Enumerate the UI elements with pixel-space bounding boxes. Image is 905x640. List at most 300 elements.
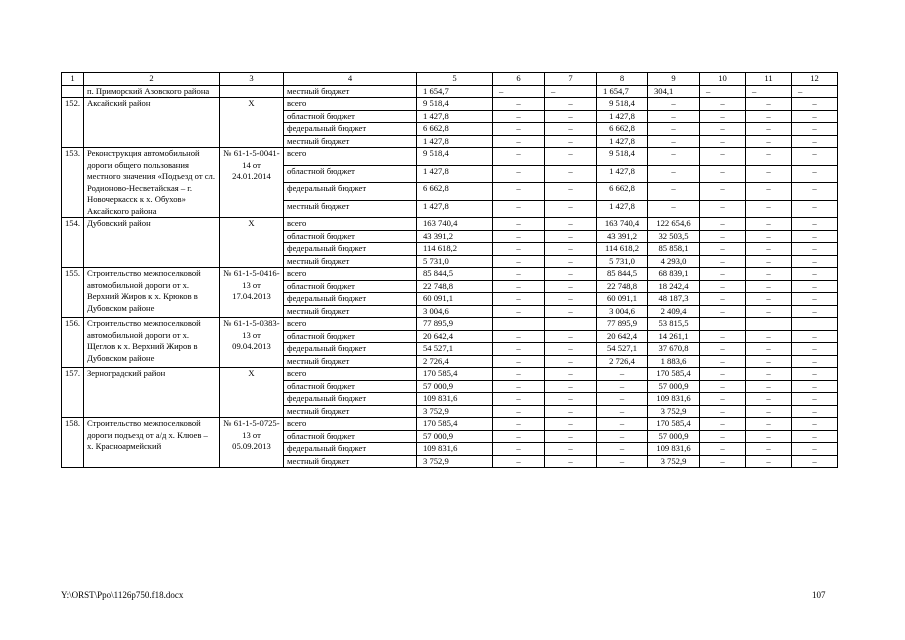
value-cell: – (746, 380, 792, 393)
value-cell: – (545, 330, 597, 343)
column-header: 2 (84, 73, 220, 86)
value-cell: – (700, 218, 746, 231)
value-cell: 4 293,0 (648, 255, 700, 268)
object-name-cell: Зерноградский район (84, 368, 220, 418)
budget-source-cell: всего (284, 418, 417, 431)
document-cell: № 61-1-5-0041-14 от 24.01.2014 (220, 148, 284, 218)
value-cell: 3 752,9 (417, 405, 493, 418)
value-cell: 109 831,6 (648, 443, 700, 456)
value-cell (545, 318, 597, 331)
value-cell: – (792, 343, 838, 356)
page-number: 107 (812, 590, 826, 600)
table-row (62, 418, 838, 431)
value-cell: 60 091,1 (597, 293, 648, 306)
value-cell: 1 427,8 (597, 165, 648, 183)
value-cell: – (545, 293, 597, 306)
value-cell: – (746, 255, 792, 268)
value-cell: 1 883,6 (648, 355, 700, 368)
value-cell: 1 427,8 (417, 110, 493, 123)
value-cell: – (700, 230, 746, 243)
value-cell: – (792, 110, 838, 123)
value-cell: 1 654,7 (597, 85, 648, 98)
value-cell: – (493, 293, 545, 306)
value-cell: 109 831,6 (417, 443, 493, 456)
value-cell: 170 585,4 (648, 418, 700, 431)
value-cell: – (545, 355, 597, 368)
document-cell: Х (220, 218, 284, 268)
value-cell: 54 527,1 (597, 343, 648, 356)
value-cell: 109 831,6 (417, 393, 493, 406)
value-cell: – (700, 200, 746, 218)
value-cell: – (648, 123, 700, 136)
budget-source-cell: федеральный бюджет (284, 393, 417, 406)
budget-source-cell: местный бюджет (284, 255, 417, 268)
budget-source-cell: всего (284, 318, 417, 331)
budget-source-cell: федеральный бюджет (284, 293, 417, 306)
value-cell: – (545, 305, 597, 318)
value-cell: – (746, 148, 792, 166)
budget-source-cell: всего (284, 98, 417, 111)
file-path: Y:\ORST\Ppo\1126p750.f18.docx (61, 590, 184, 600)
value-cell (700, 318, 746, 331)
budget-source-cell: федеральный бюджет (284, 343, 417, 356)
value-cell: – (493, 218, 545, 231)
value-cell: – (597, 430, 648, 443)
value-cell: – (746, 218, 792, 231)
value-cell: – (700, 255, 746, 268)
column-header: 5 (417, 73, 493, 86)
value-cell (792, 318, 838, 331)
value-cell: – (545, 343, 597, 356)
value-cell: – (746, 330, 792, 343)
value-cell: – (493, 85, 545, 98)
value-cell: – (648, 110, 700, 123)
budget-source-cell: всего (284, 368, 417, 381)
budget-source-cell: областной бюджет (284, 330, 417, 343)
value-cell: – (746, 98, 792, 111)
value-cell: 20 642,4 (417, 330, 493, 343)
value-cell: – (700, 393, 746, 406)
document-cell (220, 85, 284, 98)
value-cell: – (792, 148, 838, 166)
row-number-cell: 155. (62, 268, 84, 318)
object-name-cell: Строительство межпоселковой автомобильной дороги от х. Верхний Жиров к х. Крюков в Дубовском районе (84, 268, 220, 318)
value-cell: 14 261,1 (648, 330, 700, 343)
value-cell: – (493, 123, 545, 136)
value-cell: – (792, 280, 838, 293)
document-cell: Х (220, 98, 284, 148)
value-cell: – (545, 380, 597, 393)
value-cell: – (493, 148, 545, 166)
value-cell: – (493, 98, 545, 111)
value-cell: 57 000,9 (417, 430, 493, 443)
value-cell: – (700, 418, 746, 431)
value-cell: – (746, 405, 792, 418)
value-cell: – (746, 280, 792, 293)
value-cell: – (700, 455, 746, 468)
value-cell: 43 391,2 (417, 230, 493, 243)
value-cell: – (700, 98, 746, 111)
object-name-cell: Строительство межпоселковой дороги подъезд от а/д х. Клюев – х. Красноармейский (84, 418, 220, 468)
value-cell: 60 091,1 (417, 293, 493, 306)
value-cell: – (746, 268, 792, 281)
value-cell: – (545, 98, 597, 111)
value-cell: – (545, 230, 597, 243)
object-name-cell: п. Приморский Азовского района (84, 85, 220, 98)
row-number-cell: 158. (62, 418, 84, 468)
value-cell: – (746, 393, 792, 406)
value-cell: – (493, 230, 545, 243)
object-name-cell: Реконструкция автомобильной дороги общего пользования местного значения «Подъезд от сл. Родионово-Несветайская – г. Новочеркасск к х. Обухов» Аксайского района (84, 148, 220, 218)
value-cell: 1 654,7 (417, 85, 493, 98)
value-cell: – (700, 280, 746, 293)
value-cell: – (746, 455, 792, 468)
value-cell: – (792, 418, 838, 431)
value-cell: – (545, 393, 597, 406)
budget-source-cell: местный бюджет (284, 135, 417, 148)
value-cell: 32 503,5 (648, 230, 700, 243)
object-name-cell: Дубовский район (84, 218, 220, 268)
value-cell: – (545, 430, 597, 443)
value-cell: – (648, 135, 700, 148)
value-cell: – (700, 330, 746, 343)
value-cell: 77 895,9 (417, 318, 493, 331)
value-cell: 37 670,8 (648, 343, 700, 356)
budget-source-cell: федеральный бюджет (284, 123, 417, 136)
value-cell: – (792, 230, 838, 243)
document-cell: № 61-1-5-0383-13 от 09.04.2013 (220, 318, 284, 368)
value-cell: – (792, 255, 838, 268)
column-header: 9 (648, 73, 700, 86)
value-cell: 22 748,8 (597, 280, 648, 293)
value-cell: – (493, 280, 545, 293)
table-row (62, 368, 838, 381)
value-cell: – (746, 230, 792, 243)
value-cell: – (746, 305, 792, 318)
value-cell: 54 527,1 (417, 343, 493, 356)
value-cell: – (493, 255, 545, 268)
value-cell: – (792, 268, 838, 281)
table-row (62, 148, 838, 166)
value-cell: – (545, 123, 597, 136)
value-cell: 68 839,1 (648, 268, 700, 281)
value-cell: 2 726,4 (417, 355, 493, 368)
value-cell: – (746, 443, 792, 456)
budget-source-cell: местный бюджет (284, 200, 417, 218)
value-cell: 3 752,9 (417, 455, 493, 468)
value-cell: 9 518,4 (597, 148, 648, 166)
value-cell: – (700, 135, 746, 148)
budget-source-cell: местный бюджет (284, 305, 417, 318)
value-cell: – (746, 293, 792, 306)
value-cell: – (545, 218, 597, 231)
value-cell: – (792, 355, 838, 368)
value-cell: – (700, 110, 746, 123)
value-cell: – (597, 418, 648, 431)
budget-source-cell: федеральный бюджет (284, 243, 417, 256)
column-header: 11 (746, 73, 792, 86)
row-number-cell: 157. (62, 368, 84, 418)
value-cell: – (700, 165, 746, 183)
value-cell: – (493, 355, 545, 368)
table-row (62, 318, 838, 331)
value-cell: – (700, 443, 746, 456)
value-cell: – (792, 218, 838, 231)
value-cell: 1 427,8 (597, 135, 648, 148)
value-cell: – (597, 405, 648, 418)
value-cell: – (545, 148, 597, 166)
value-cell: 1 427,8 (417, 135, 493, 148)
value-cell: – (493, 183, 545, 201)
column-header: 3 (220, 73, 284, 86)
value-cell: – (746, 368, 792, 381)
value-cell: 57 000,9 (648, 430, 700, 443)
value-cell: – (545, 135, 597, 148)
value-cell: 1 427,8 (417, 165, 493, 183)
value-cell: – (597, 443, 648, 456)
value-cell: 3 004,6 (417, 305, 493, 318)
value-cell: – (545, 455, 597, 468)
table-row (62, 98, 838, 111)
row-number-cell: 156. (62, 318, 84, 368)
value-cell: – (792, 165, 838, 183)
value-cell: – (545, 418, 597, 431)
value-cell: – (700, 305, 746, 318)
value-cell: – (493, 268, 545, 281)
value-cell: – (493, 393, 545, 406)
value-cell (746, 318, 792, 331)
row-number-cell: 152. (62, 98, 84, 148)
value-cell (493, 318, 545, 331)
value-cell: 6 662,8 (597, 183, 648, 201)
value-cell: – (746, 165, 792, 183)
value-cell: 85 844,5 (597, 268, 648, 281)
document-cell: № 61-1-5-0725-13 от 05.09.2013 (220, 418, 284, 468)
value-cell: 5 731,0 (597, 255, 648, 268)
column-number-row (62, 73, 838, 86)
value-cell: 304,1 (648, 85, 700, 98)
value-cell: – (746, 110, 792, 123)
budget-source-cell: областной бюджет (284, 165, 417, 183)
value-cell: – (545, 280, 597, 293)
value-cell: – (746, 430, 792, 443)
budget-source-cell: областной бюджет (284, 110, 417, 123)
value-cell: – (493, 110, 545, 123)
value-cell: – (545, 368, 597, 381)
value-cell: – (493, 455, 545, 468)
value-cell: – (700, 430, 746, 443)
value-cell: 170 585,4 (648, 368, 700, 381)
value-cell: – (493, 405, 545, 418)
value-cell: – (545, 255, 597, 268)
value-cell: – (792, 293, 838, 306)
value-cell: – (648, 98, 700, 111)
column-header: 1 (62, 73, 84, 86)
value-cell: 1 427,8 (597, 200, 648, 218)
value-cell: 9 518,4 (417, 98, 493, 111)
value-cell: – (493, 380, 545, 393)
value-cell: 170 585,4 (417, 418, 493, 431)
value-cell: 163 740,4 (597, 218, 648, 231)
value-cell: 5 731,0 (417, 255, 493, 268)
value-cell: 20 642,4 (597, 330, 648, 343)
value-cell: – (545, 165, 597, 183)
row-number-cell: 154. (62, 218, 84, 268)
budget-source-cell: местный бюджет (284, 405, 417, 418)
budget-source-cell: местный бюджет (284, 455, 417, 468)
value-cell: – (493, 305, 545, 318)
value-cell: 3 752,9 (648, 455, 700, 468)
budget-source-cell: областной бюджет (284, 280, 417, 293)
value-cell: 53 815,5 (648, 318, 700, 331)
budget-source-cell: областной бюджет (284, 380, 417, 393)
value-cell: – (792, 455, 838, 468)
value-cell: – (700, 405, 746, 418)
value-cell: 48 187,3 (648, 293, 700, 306)
value-cell: – (700, 343, 746, 356)
value-cell: – (792, 183, 838, 201)
value-cell: – (493, 430, 545, 443)
table-row (62, 218, 838, 231)
value-cell: – (493, 243, 545, 256)
value-cell: 57 000,9 (417, 380, 493, 393)
value-cell: 2 409,4 (648, 305, 700, 318)
value-cell: 85 858,1 (648, 243, 700, 256)
value-cell: – (700, 123, 746, 136)
value-cell: 22 748,8 (417, 280, 493, 293)
value-cell: 163 740,4 (417, 218, 493, 231)
value-cell: 85 844,5 (417, 268, 493, 281)
budget-source-cell: всего (284, 268, 417, 281)
value-cell: – (597, 393, 648, 406)
value-cell: – (792, 393, 838, 406)
value-cell: 1 427,8 (597, 110, 648, 123)
value-cell: – (493, 135, 545, 148)
value-cell: 9 518,4 (597, 98, 648, 111)
value-cell: – (700, 243, 746, 256)
value-cell: – (493, 443, 545, 456)
budget-source-cell: федеральный бюджет (284, 183, 417, 201)
column-header: 10 (700, 73, 746, 86)
budget-source-cell: всего (284, 148, 417, 166)
value-cell: – (792, 123, 838, 136)
table-row (62, 85, 838, 98)
value-cell: – (746, 243, 792, 256)
value-cell: – (597, 368, 648, 381)
value-cell: – (792, 243, 838, 256)
value-cell: 114 618,2 (597, 243, 648, 256)
value-cell: 3 752,9 (648, 405, 700, 418)
value-cell: – (648, 148, 700, 166)
value-cell: 6 662,8 (597, 123, 648, 136)
value-cell: – (648, 165, 700, 183)
value-cell: – (746, 418, 792, 431)
document-cell: Х (220, 368, 284, 418)
value-cell: – (700, 148, 746, 166)
value-cell: – (792, 430, 838, 443)
value-cell: – (746, 355, 792, 368)
value-cell: – (700, 380, 746, 393)
column-header: 6 (493, 73, 545, 86)
value-cell: – (700, 355, 746, 368)
value-cell: – (545, 110, 597, 123)
row-number-cell: 153. (62, 148, 84, 218)
value-cell: – (746, 200, 792, 218)
value-cell: 6 662,8 (417, 123, 493, 136)
value-cell: – (700, 293, 746, 306)
value-cell: – (792, 368, 838, 381)
value-cell: 9 518,4 (417, 148, 493, 166)
value-cell: – (493, 200, 545, 218)
value-cell: 18 242,4 (648, 280, 700, 293)
value-cell: – (792, 85, 838, 98)
value-cell: – (545, 183, 597, 201)
budget-source-cell: местный бюджет (284, 85, 417, 98)
value-cell: 6 662,8 (417, 183, 493, 201)
object-name-cell: Аксайский район (84, 98, 220, 148)
table-header (62, 73, 838, 86)
value-cell: – (792, 135, 838, 148)
value-cell: – (792, 305, 838, 318)
value-cell: – (700, 183, 746, 201)
value-cell: 114 618,2 (417, 243, 493, 256)
value-cell: – (493, 368, 545, 381)
value-cell: – (746, 135, 792, 148)
value-cell: – (597, 455, 648, 468)
value-cell: – (545, 243, 597, 256)
value-cell: – (493, 343, 545, 356)
value-cell: – (700, 268, 746, 281)
value-cell: – (746, 343, 792, 356)
value-cell: – (792, 98, 838, 111)
budget-source-cell: всего (284, 218, 417, 231)
value-cell: 1 427,8 (417, 200, 493, 218)
value-cell: 77 895,9 (597, 318, 648, 331)
column-header: 8 (597, 73, 648, 86)
budget-source-cell: местный бюджет (284, 355, 417, 368)
value-cell: – (545, 200, 597, 218)
budget-table (61, 72, 838, 468)
value-cell: – (545, 268, 597, 281)
table-body (62, 85, 838, 468)
value-cell: – (746, 123, 792, 136)
value-cell: – (493, 165, 545, 183)
value-cell: – (545, 85, 597, 98)
column-header: 4 (284, 73, 417, 86)
value-cell: – (648, 200, 700, 218)
value-cell: – (792, 405, 838, 418)
value-cell: – (700, 368, 746, 381)
object-name-cell: Строительство межпоселковой автомобильной дороги от х. Щеглов к х. Верхний Жиров в Дубовском районе (84, 318, 220, 368)
budget-source-cell: областной бюджет (284, 430, 417, 443)
value-cell: 3 004,6 (597, 305, 648, 318)
column-header: 12 (792, 73, 838, 86)
value-cell: 43 391,2 (597, 230, 648, 243)
value-cell: – (597, 380, 648, 393)
value-cell: – (493, 330, 545, 343)
column-header: 7 (545, 73, 597, 86)
value-cell: – (746, 183, 792, 201)
table-row (62, 268, 838, 281)
value-cell: – (792, 330, 838, 343)
value-cell: – (746, 85, 792, 98)
value-cell: – (792, 380, 838, 393)
budget-source-cell: федеральный бюджет (284, 443, 417, 456)
row-number-cell (62, 85, 84, 98)
value-cell: – (792, 200, 838, 218)
value-cell: – (792, 443, 838, 456)
value-cell: – (545, 405, 597, 418)
